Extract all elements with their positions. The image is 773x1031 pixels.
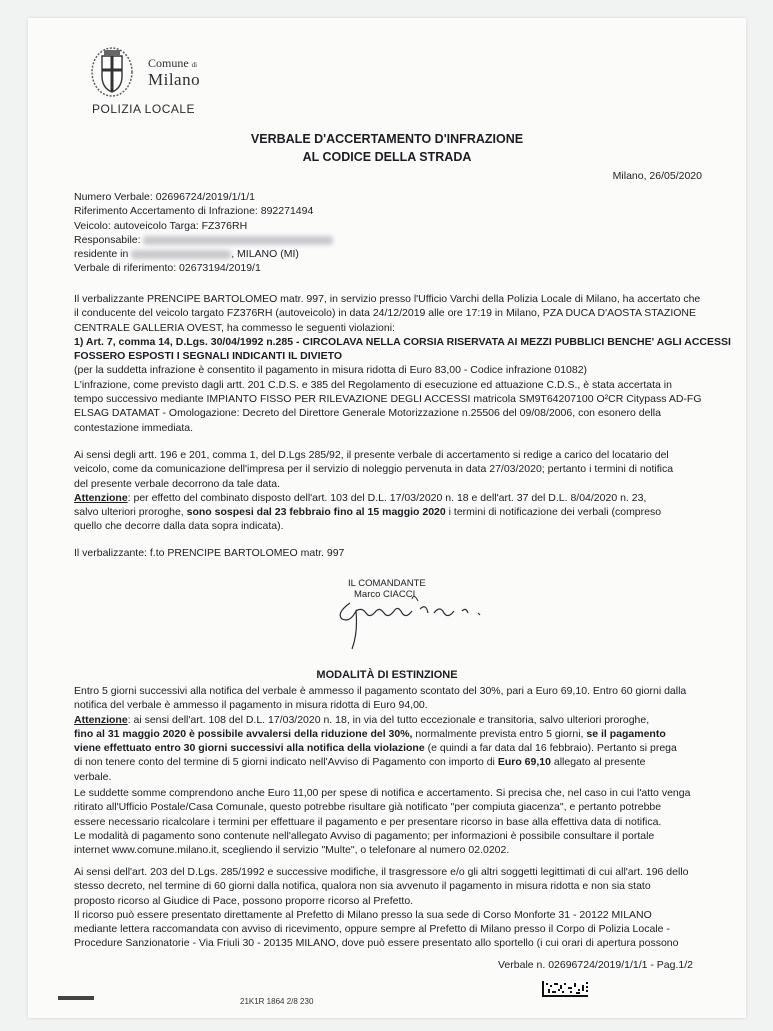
paragraph-line: internet www.comune.milano.it, scegliendo il servizio "Multe", o telefonare al numero 02.0202. — [74, 844, 510, 857]
violation-line: FOSSERO ESPOSTI I SEGNALI INDICANTI IL DIVIETO — [74, 350, 342, 363]
paragraph-ricorso — [74, 865, 704, 951]
paragraph-line: Entro 5 giorni successivi alla notifica del verbale è ammesso il pagamento scontato del 30%, pari a Euro 69,10. Entro 60 giorni dalla — [74, 685, 687, 697]
document-page — [28, 18, 746, 1018]
paragraph-line: Ai sensi degli artt. 196 e 201, comma 1, del D.Lgs 285/92, il presente verbale di accertamento si redige a carico del locatario del — [74, 449, 669, 461]
paragraph-line: Le suddette somme comprendono anche Euro 11,00 per spese di notifica e accertamento. Si precisa che, nel caso in cui l'atto venga — [74, 787, 691, 799]
paragraph-line: essere necessario ricalcolare i termini per effettuare il pagamento e per presentare ricorso in base alla effettiva data di notifica. — [74, 815, 662, 828]
paragraph-line: Ai sensi dell'art. 203 del D.Lgs. 285/1992 e successive modifiche, il trasgressore e/o gli altri soggetti legittimati di cui all'art. 196 dello — [74, 866, 689, 878]
paragraph-line: Procedure Sanzionatorie - Via Friuli 30 - 20135 MILANO, dove può essere presentato allo sportello (i cui orari di apertura possono — [74, 937, 679, 950]
accertamento-reference: Riferimento Accertamento di Infrazione: 892271494 — [74, 205, 314, 218]
reference-verbale: Verbale di riferimento: 02673194/2019/1 — [74, 262, 261, 275]
reference-block — [74, 190, 704, 276]
paragraph-spese — [74, 786, 704, 857]
handwritten-signature-icon — [316, 583, 496, 653]
paragraph-line: del presente verbale decorrono da tale data. — [74, 477, 281, 490]
paragraph-line: Le modalità di pagamento sono contenute nell'allegato Avviso di pagamento; per informazioni è possibile consultare il portale — [74, 829, 655, 842]
residence-line: residente in , MILANO (MI) — [74, 248, 299, 261]
paragraph-line: proposto ricorso al Giudice di Pace, possono proporre ricorso al Prefetto. — [74, 894, 414, 907]
modalita-title: MODALITÀ DI ESTINZIONE — [316, 669, 458, 681]
verbalizzante-line: Il verbalizzante: f.to PRENCIPE BARTOLOMEO matr. 997 — [74, 547, 345, 559]
paragraph-line: stesso decreto, nel termine di 60 giorni dalla notifica, qualora non sia avvenuto il pagamento in misura ridotta e non sia stato — [74, 880, 651, 893]
paragraph-line: (per la suddetta infrazione è consentito il pagamento in misura ridotta di Euro 83,00 - Codice infrazione 01082) — [74, 364, 588, 377]
document-title-line1: VERBALE D'ACCERTAMENTO D'INFRAZIONE — [250, 132, 524, 146]
datamatrix-barcode-icon — [542, 981, 588, 997]
redacted-address — [131, 250, 231, 259]
print-code: 21K1R 1864 2/8 230 — [240, 997, 314, 1006]
paragraph-line: ritirato all'Ufficio Postale/Casa Comunale, questo potrebbe risultare già notificato "per compiuta giacenza", e pertanto potrebbe — [74, 801, 662, 814]
paragraph-line: quello che decorre dalla data sopra indicata). — [74, 520, 284, 533]
signature-name: Marco CIACCI — [354, 589, 416, 600]
paragraph-line: Il verbalizzante PRENCIPE BARTOLOMEO matr. 997, in servizio presso l'Ufficio Varchi della Polizia Locale di Milano, ha accertato che — [74, 293, 701, 305]
paragraph-notifica — [74, 448, 704, 534]
violation-line: 1) Art. 7, comma 14, D.Lgs. 30/04/1992 n.285 - CIRCOLAVA NELLA CORSIA RISERVATA AI MEZZI PUBBLICI BENCHE' AGLI ACCESSI — [74, 335, 731, 348]
signature-role: IL COMANDANTE — [348, 578, 426, 589]
attention-line: fino al 31 maggio 2020 è possibile avvalersi della riduzione del 30%, normalmente prevista entro 5 giorni, se il pagamento — [74, 727, 666, 740]
paragraph-line: contestazione immediata. — [74, 421, 194, 434]
attention-line: di non tenere conto del termine di 5 giorni indicato nell'Avviso di Pagamento con importo di Euro 69,10 allegato al presente — [74, 756, 646, 769]
milano-crest-icon — [90, 46, 134, 98]
verbale-number: Numero Verbale: 02696724/2019/1/1/1 — [74, 191, 255, 203]
attention-line: Attenzione: per effetto del combinato disposto dell'art. 103 del D.L. 17/03/2020 n. 18 e dell'art. 37 del D.L. 8/04/2020 n. 23, — [74, 491, 647, 504]
paragraph-line: notifica del verbale è ammesso il pagamento in misura ridotta di Euro 94,00. — [74, 699, 428, 712]
paragraph-line: ELSAG DATAMAT - Omologazione: Decreto del Direttore Generale Motorizzazione n.25506 del 09/08/2006, con esonero della — [74, 407, 661, 420]
redacted-name — [143, 236, 333, 245]
responsabile-line: Responsabile: — [74, 233, 704, 247]
document-title-line2: AL CODICE DELLA STRADA — [302, 150, 472, 164]
attention-line: Attenzione: ai sensi dell'art. 108 del D.L. 17/03/2020 n. 18, in via del tutto eccezionale e transitoria, salvo ulteriori proroghe, — [74, 713, 650, 726]
page-reference: Verbale n. 02696724/2019/1/1/1 - Pag.1/2 — [498, 959, 693, 971]
paragraph-line: veicolo, come da comunicazione dell'impresa per il servizio di noleggio pervenuta in data 27/03/2020; pertanto i termini di notifica — [74, 463, 674, 476]
paragraph-accertamento — [74, 292, 731, 435]
logo-comune-text: Comune di — [148, 56, 198, 70]
paragraph-line: CENTRALE GALLERIA OVEST, ha commesso le seguenti violazioni: — [74, 321, 395, 334]
attention-line: viene effettuato entro 30 giorni successivi alla notifica della violazione (e quindi a far data dal 16 febbraio). Pertanto si prega — [74, 742, 677, 755]
paragraph-modalita — [74, 684, 704, 784]
paragraph-line: verbale. — [74, 770, 112, 783]
paragraph-line: L'infrazione, come previsto dagli artt. 201 C.D.S. e 385 del Regolamento di esecuzione ed attuazione C.D.S., è stata accertata in — [74, 378, 672, 391]
logo-city-name: Milano — [148, 70, 201, 89]
vehicle-info: Veicolo: autoveicolo Targa: FZ376RH — [74, 219, 248, 232]
department-name: POLIZIA LOCALE — [92, 102, 196, 116]
paragraph-line: mediante lettera raccomandata con avviso di ricevimento, oppure sempre al Prefetto di Milano presso il Corpo di Polizia Locale - — [74, 923, 670, 936]
paragraph-line: tempo successivo mediante IMPIANTO FISSO PER RILEVAZIONE DEGLI ACCESSI matricola SM9T64207100 O²CR Citypass AD-FG — [74, 393, 702, 406]
attention-line: salvo ulteriori proroghe, sono sospesi dal 23 febbraio fino al 15 maggio 2020 i termini di notificazione dei verbali (compreso — [74, 506, 662, 519]
print-mark — [58, 996, 94, 1000]
document-date: Milano, 26/05/2020 — [612, 170, 702, 182]
paragraph-line: Il ricorso può essere presentato direttamente al Prefetto di Milano presso la sua sede di Corso Monforte 31 - 20122 MILANO — [74, 908, 652, 921]
paragraph-line: il conducente del veicolo targato FZ376RH (autoveicolo) in data 24/12/2019 alle ore 17:19 in Milano, PZA DUCA D'AOSTA STAZIONE — [74, 307, 697, 320]
